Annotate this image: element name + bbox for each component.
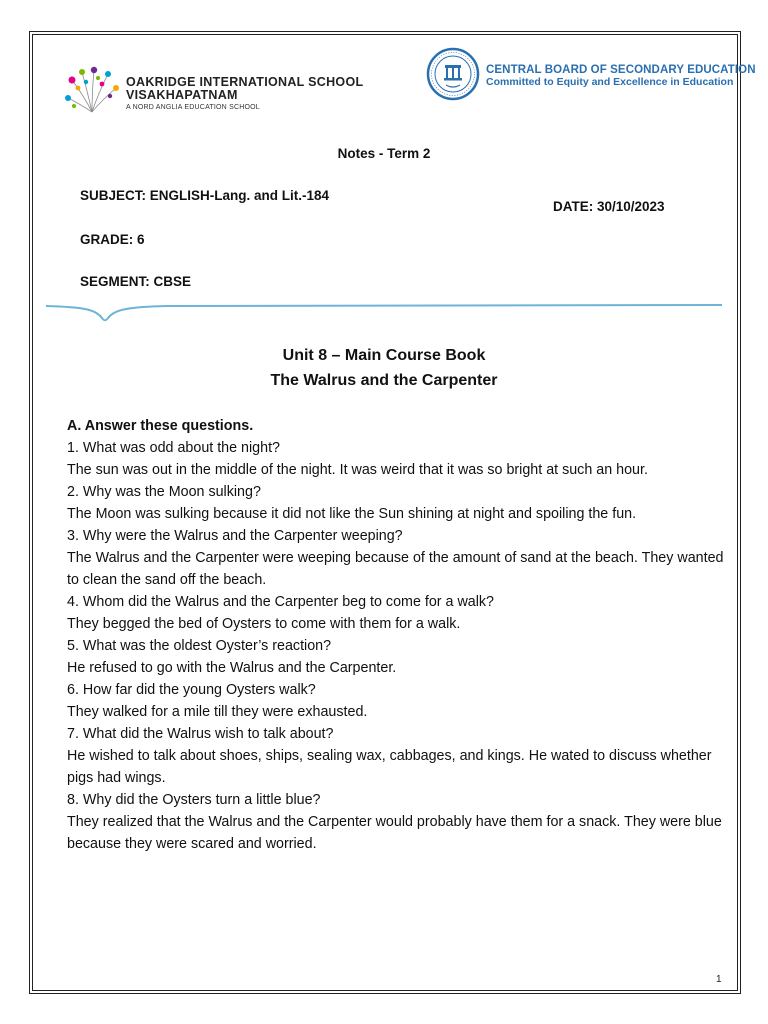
school-city: VISAKHAPATNAM [126,88,238,103]
answer-2: The Moon was sulking because it did not like the Sun shining at night and spoiling the fun. [67,506,637,522]
qa-section [67,415,727,855]
question-7: 7. What did the Walrus wish to talk about? [67,726,334,742]
board-name: CENTRAL BOARD OF SECONDARY EDUCATION [486,64,756,76]
subject-line: SUBJECT: ENGLISH-Lang. and Lit.-184 [80,188,330,203]
school-name: OAKRIDGE INTERNATIONAL SCHOOL [126,75,364,89]
question-5: 5. What was the oldest Oyster’s reaction? [67,638,332,654]
school-logo-icon [64,66,120,114]
header-divider [46,298,722,324]
school-tagline: A NORD ANGLIA EDUCATION SCHOOL [126,104,260,112]
notes-title: Notes - Term 2 [337,146,431,161]
cbse-seal-icon [426,47,480,101]
answer-4: They begged the bed of Oysters to come with them for a walk. [67,616,461,632]
question-6: 6. How far did the young Oysters walk? [67,682,316,698]
date-line: DATE: 30/10/2023 [553,199,665,214]
answer-7: He wished to talk about shoes, ships, sealing wax, cabbages, and kings. He wated to discuss whether pigs had wings. [67,748,712,786]
question-8: 8. Why did the Oysters turn a little blue? [67,792,321,808]
answer-3: The Walrus and the Carpenter were weeping because of the amount of sand at the beach. They wanted to clean the sand off the beach. [67,550,724,588]
question-2: 2. Why was the Moon sulking? [67,484,261,500]
question-3: 3. Why were the Walrus and the Carpenter weeping? [67,528,403,544]
board-motto: Committed to Equity and Excellence in Education [486,75,734,88]
grade-line: GRADE: 6 [80,232,145,247]
school-identity [126,76,363,112]
answer-5: He refused to go with the Walrus and the Carpenter. [67,660,397,676]
page-number: 1 [716,974,722,985]
section-heading: A. Answer these questions. [67,418,254,434]
unit-title: Unit 8 – Main Course Book [282,347,486,364]
question-1: 1. What was odd about the night? [67,440,281,456]
answer-1: The sun was out in the middle of the night. It was weird that it was so bright at such an hour. [67,462,648,478]
unit-subtitle: The Walrus and the Carpenter [270,372,498,389]
answer-8: They realized that the Walrus and the Carpenter would probably have them for a snack. They were blue because they were scared and worried. [67,814,722,852]
board-identity [486,64,756,88]
question-4: 4. Whom did the Walrus and the Carpenter beg to come for a walk? [67,594,495,610]
answer-6: They walked for a mile till they were exhausted. [67,704,368,720]
segment-line: SEGMENT: CBSE [80,274,192,289]
